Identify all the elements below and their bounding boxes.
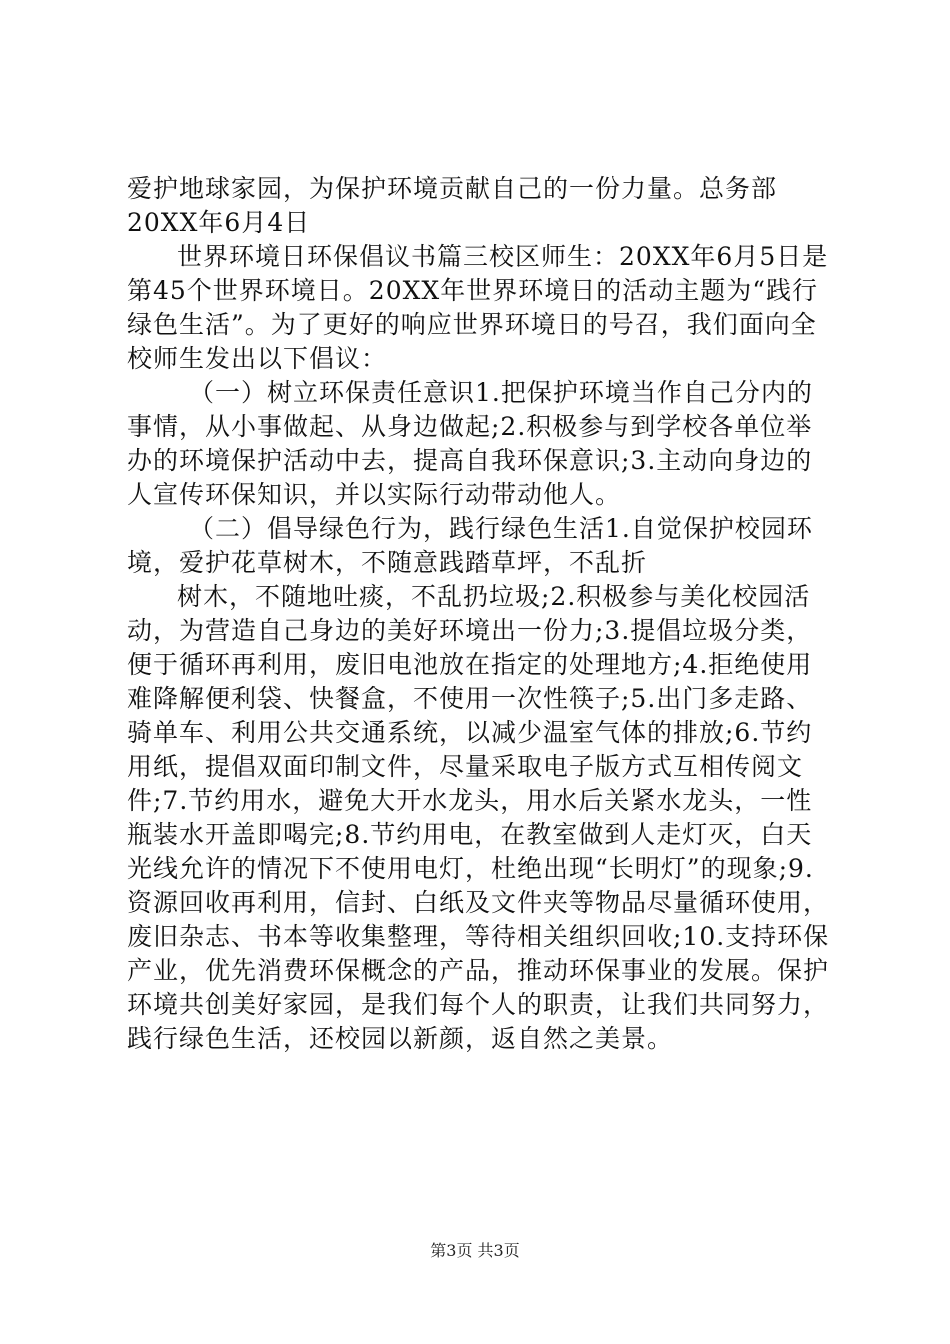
paragraph-section-two-continued: 树木，不随地吐痰，不乱扔垃圾;2.积极参与美化校园活动，为营造自己身边的美好环境出一份力;3.提倡垃圾分类，便于循环再利用，废旧电池放在指定的处理地方;4.拒绝使用难降解便利袋、快餐盒，不使用一次性筷子;5.出门多走路、骑单车、利用公共交通系统，以减少温室气体的排放;6.节约用纸，提倡双面印制文件，尽量采取电子版方式互相传阅文件;7.节约用水，避免大开水龙头，用水后关紧水龙头，一性瓶装水开盖即喝完;8.节约用电，在教室做到人走灯灭，白天光线允许的情况下不使用电灯，杜绝出现“长明灯”的现象;9.资源回收再利用，信封、白纸及文件夹等物品尽量循环使用，废旧杂志、书本等收集整理，等待相关组织回收;10.支持环保产业，优先消费环保概念的产品，推动环保事业的发展。保护环境共创美好家园，是我们每个人的职责，让我们共同努力，践行绿色生活，还校园以新颜，返自然之美景。 — [127, 582, 830, 1053]
paragraph-proposal-intro: 世界环境日环保倡议书篇三校区师生：20XX年6月5日是第45个世界环境日。20XX年世界环境日的活动主题为“践行绿色生活”。为了更好的响应世界环境日的号召，我们面向全校师生发出以下倡议： — [127, 242, 829, 373]
page-footer: 第3页 共3页 — [430, 1241, 520, 1260]
document-body — [127, 172, 832, 1056]
paragraph-section-two: （二）倡导绿色行为，践行绿色生活1.自觉保护校园环境，爱护花草树木，不随意践踏草坪，不乱折 — [127, 514, 813, 577]
paragraph-section-one: （一）树立环保责任意识1.把保护环境当作自己分内的事情，从小事做起、从身边做起;2.积极参与到学校各单位举办的环境保护活动中去，提高自我环保意识;3.主动向身边的人宣传环保知识，并以实际行动带动他人。 — [127, 378, 813, 509]
paragraph-closing-signature: 爱护地球家园，为保护环境贡献自己的一份力量。总务部20XX年6月4日 — [127, 174, 778, 237]
